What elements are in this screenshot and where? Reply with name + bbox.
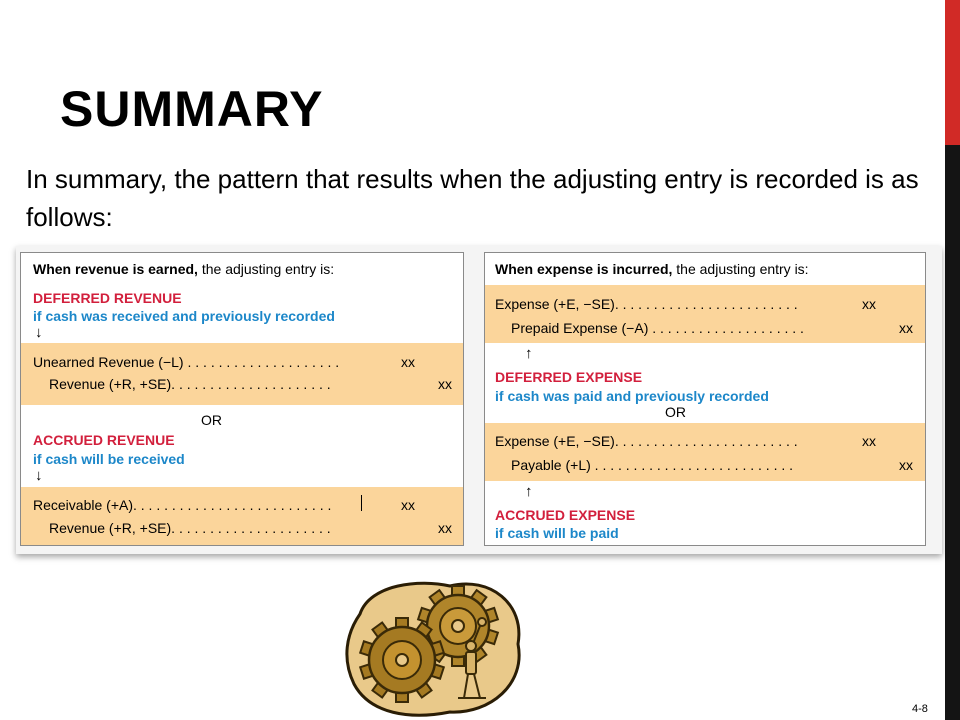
- text-cursor-mark: [361, 495, 362, 511]
- expense-entry-1: [485, 285, 925, 343]
- or-label: OR: [665, 404, 686, 420]
- deferred-revenue-condition: if cash was received and previously recorded: [33, 308, 335, 324]
- entry-credit-amount: xx: [899, 457, 913, 473]
- slide-title: SUMMARY: [60, 81, 324, 137]
- accrued-revenue-condition: if cash will be received: [33, 451, 185, 467]
- slide-accent-bar: [945, 0, 960, 145]
- revenue-panel: [20, 252, 464, 546]
- revenue-entry-2: [21, 487, 463, 545]
- expense-entry-2: [485, 423, 925, 481]
- entry-debit-amount: xx: [862, 433, 876, 449]
- entry-debit-amount: xx: [862, 296, 876, 312]
- revenue-entry-1: [21, 343, 463, 405]
- up-arrow-icon: ↑: [525, 345, 533, 362]
- deferred-expense-condition: if cash was paid and previously recorded: [495, 388, 769, 404]
- gears-worker-icon: [340, 574, 530, 720]
- entry-credit-amount: xx: [438, 520, 452, 536]
- accrued-revenue-title: ACCRUED REVENUE: [33, 432, 175, 448]
- entry-debit-amount: xx: [401, 354, 415, 370]
- deferred-revenue-title: DEFERRED REVENUE: [33, 290, 182, 306]
- accrued-expense-title: ACCRUED EXPENSE: [495, 507, 636, 523]
- entry-debit-line: Unearned Revenue (−L) . . . . . . . . . . . . . . . . . . . .: [33, 354, 340, 370]
- or-label: OR: [201, 412, 222, 428]
- down-arrow-icon: ↓: [35, 324, 43, 341]
- entry-credit-line: Payable (+L) . . . . . . . . . . . . . . . . . . . . . . . . . .: [511, 457, 794, 473]
- entry-debit-line: Expense (+E, −SE). . . . . . . . . . . . . . . . . . . . . . . .: [495, 296, 798, 312]
- entry-credit-amount: xx: [438, 376, 452, 392]
- revenue-heading: When revenue is earned, the adjusting entry is:: [33, 261, 335, 277]
- entry-credit-amount: xx: [899, 320, 913, 336]
- expense-panel: [484, 252, 926, 546]
- entry-credit-line: Revenue (+R, +SE). . . . . . . . . . . . . . . . . . . . .: [49, 520, 331, 536]
- expense-heading: When expense is incurred, the adjusting entry is:: [495, 261, 809, 277]
- intro-text: In summary, the pattern that results when the adjusting entry is recorded is as follows:: [26, 164, 919, 232]
- entry-debit-amount: xx: [401, 497, 415, 513]
- entry-debit-line: Receivable (+A). . . . . . . . . . . . . . . . . . . . . . . . . .: [33, 497, 332, 513]
- entry-credit-line: Prepaid Expense (−A) . . . . . . . . . . . . . . . . . . . .: [511, 320, 804, 336]
- entry-debit-line: Expense (+E, −SE). . . . . . . . . . . . . . . . . . . . . . . .: [495, 433, 798, 449]
- page-number: 4-8: [912, 703, 928, 715]
- down-arrow-icon: ↓: [35, 467, 43, 484]
- accrued-expense-condition: if cash will be paid: [495, 525, 619, 541]
- deferred-expense-title: DEFERRED EXPENSE: [495, 369, 643, 385]
- entry-credit-line: Revenue (+R, +SE). . . . . . . . . . . . . . . . . . . . .: [49, 376, 331, 392]
- up-arrow-icon: ↑: [525, 483, 533, 500]
